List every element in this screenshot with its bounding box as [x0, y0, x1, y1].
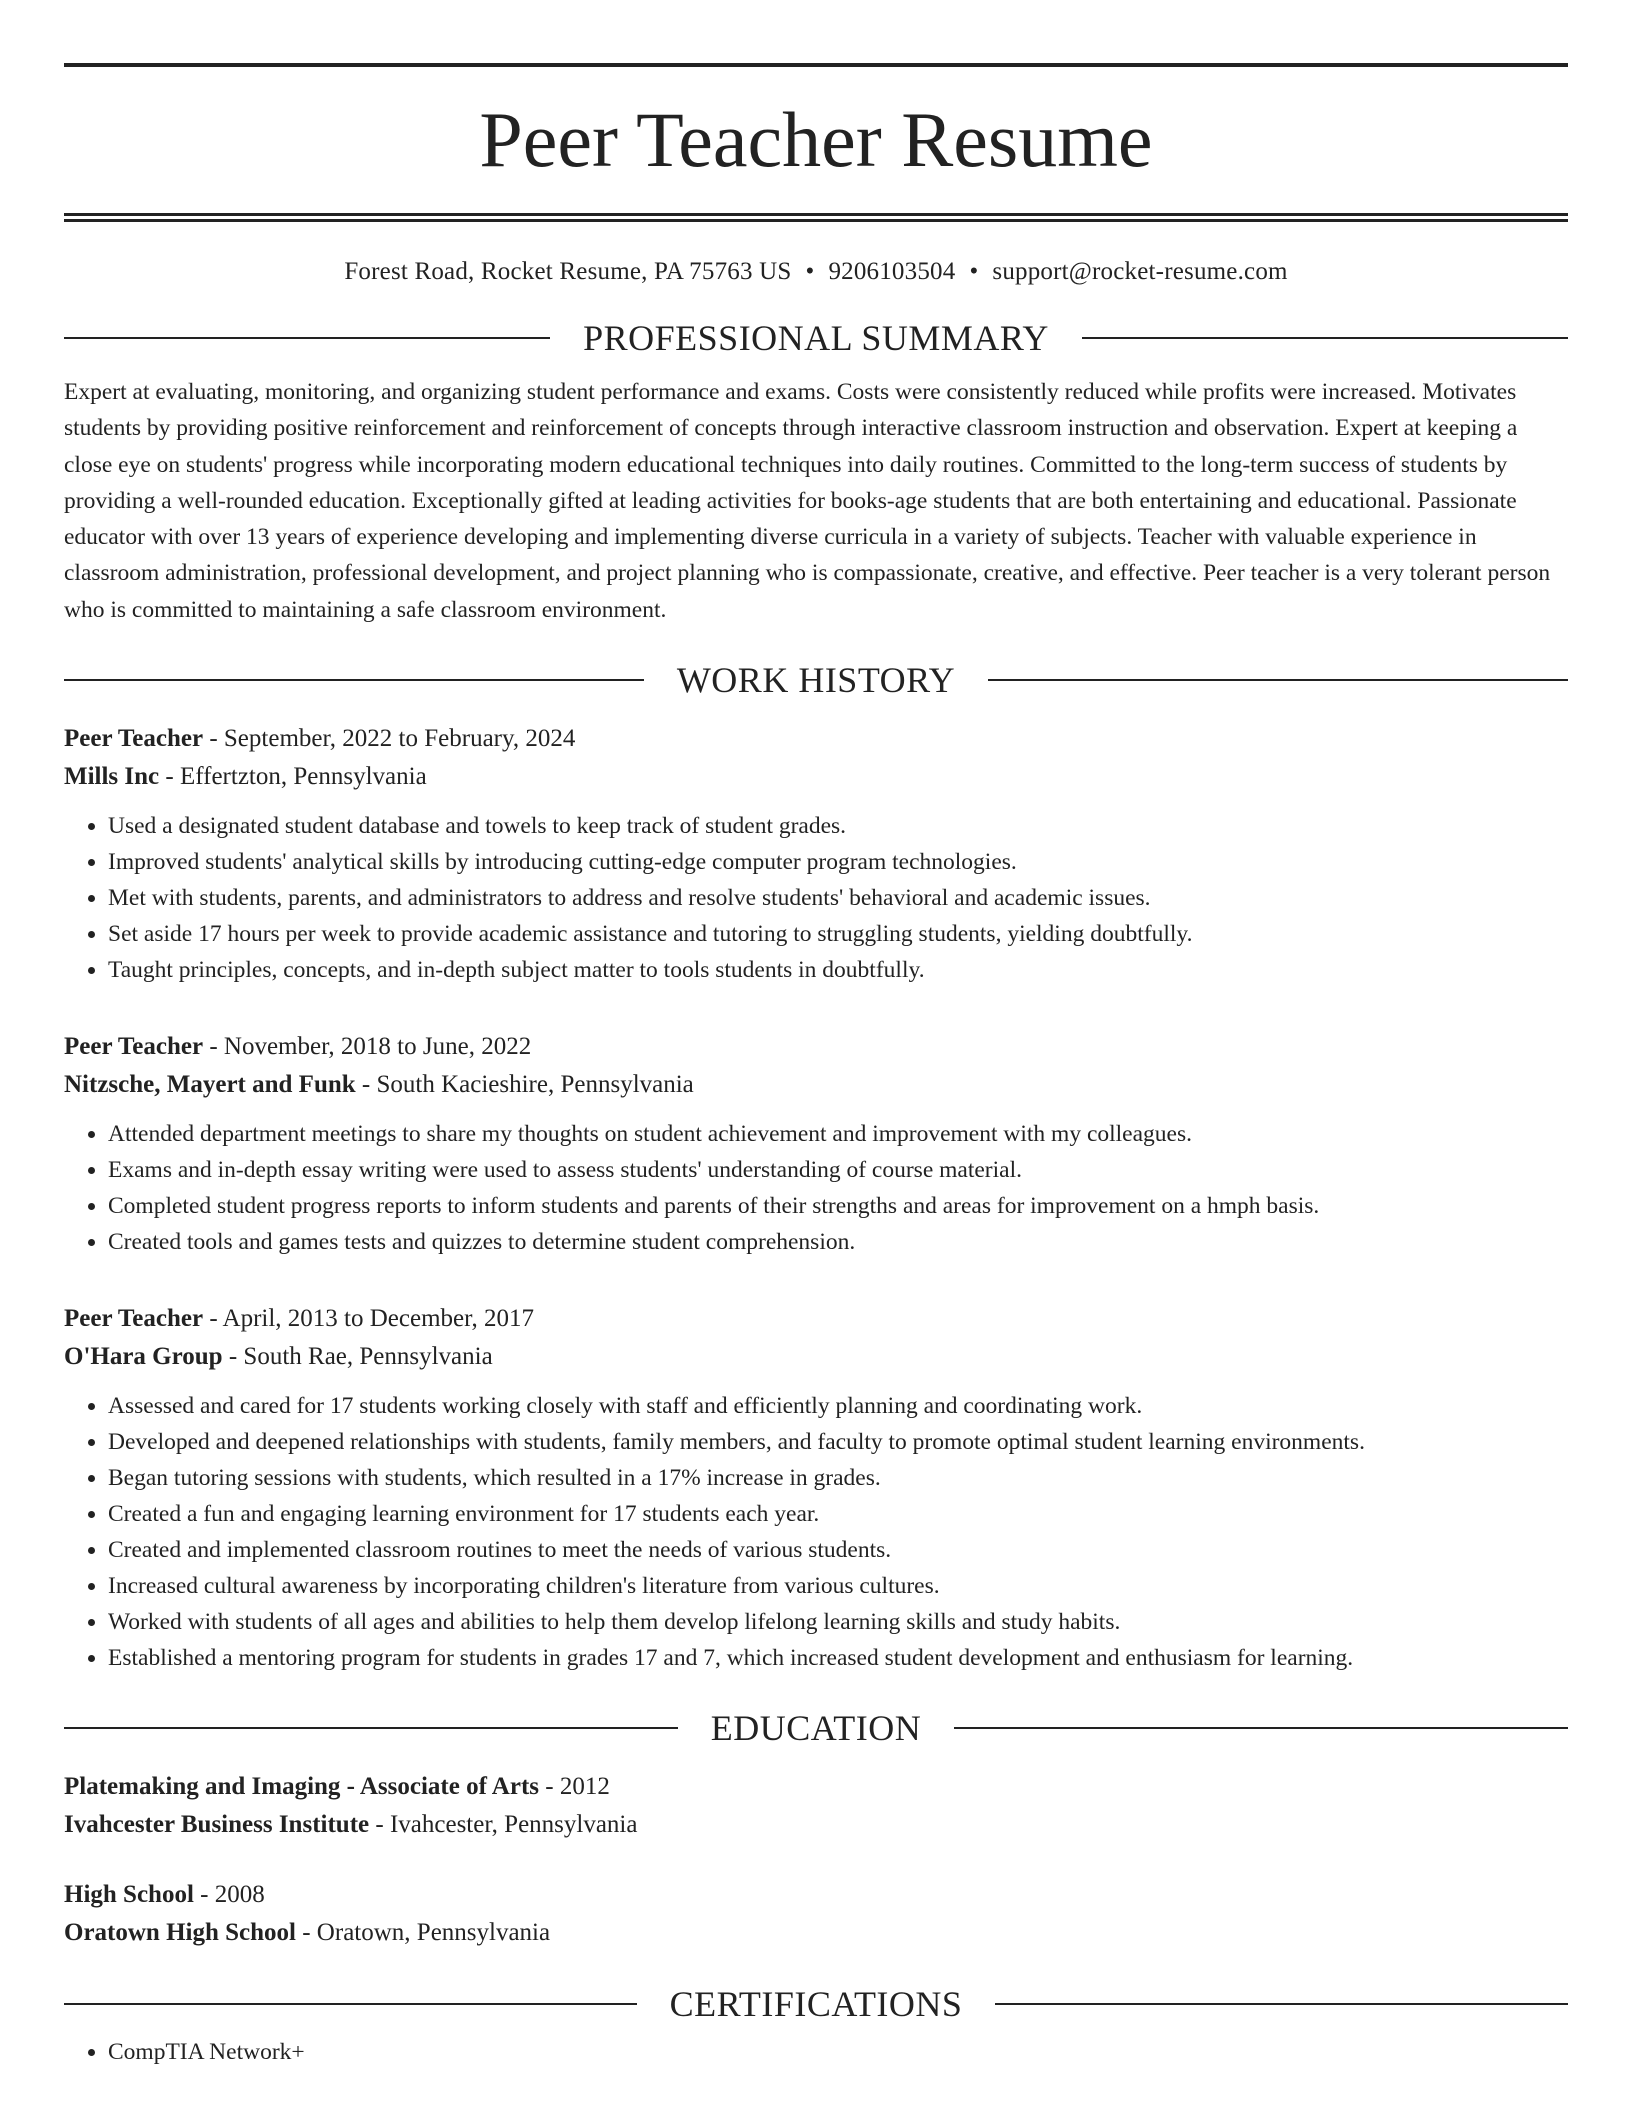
job-title: Peer Teacher	[64, 1033, 204, 1061]
heading-rule	[954, 1727, 1568, 1729]
job-bullets	[64, 1388, 1568, 1676]
contact-email: support@rocket-resume.com	[992, 258, 1288, 285]
education-school-line	[64, 1914, 1568, 1952]
education-location: - Oratown, Pennsylvania	[295, 1919, 551, 1947]
education-entry	[64, 1768, 1568, 1844]
contact-address: Forest Road, Rocket Resume, PA 75763 US	[344, 258, 792, 285]
job-bullets	[64, 1116, 1568, 1260]
education-school: Ivahcester Business Institute	[64, 1811, 370, 1839]
job-entry	[64, 720, 1568, 988]
list-item: • Attended department meetings to share my thoughts on student achievement and improvement with my colleagues.	[108, 1116, 1568, 1152]
contact-phone: 9206103504	[828, 258, 956, 285]
section-heading-work	[64, 660, 1568, 701]
list-item: • Exams and in-depth essay writing were used to assess students' understanding of course material.	[108, 1152, 1568, 1188]
section-title: EDUCATION	[710, 1708, 922, 1749]
job-location: - South Kacieshire, Pennsylvania	[355, 1071, 694, 1099]
section-heading-summary	[64, 320, 1568, 356]
job-company: O'Hara Group	[64, 1343, 223, 1371]
education-location: - Ivahcester, Pennsylvania	[369, 1811, 638, 1839]
resume-page	[64, 0, 1568, 2070]
job-title: Peer Teacher	[64, 1305, 204, 1333]
section-heading-education	[64, 1708, 1568, 1749]
heading-rule	[988, 679, 1568, 681]
job-entry	[64, 1300, 1568, 1676]
section-title: CERTIFICATIONS	[669, 1984, 963, 2025]
page-title: Peer Teacher Resume	[479, 96, 1153, 183]
job-bullets	[64, 808, 1568, 988]
job-title-line	[64, 1300, 1568, 1338]
education-degree-line	[64, 1768, 1568, 1806]
heading-rule	[1082, 337, 1568, 339]
education-entry	[64, 1876, 1568, 1952]
job-dates: - April, 2013 to December, 2017	[203, 1305, 534, 1333]
job-title-line	[64, 720, 1568, 758]
list-item: • Created and implemented classroom routines to meet the needs of various students.	[108, 1532, 1568, 1568]
list-item: • Improved students' analytical skills by introducing cutting-edge computer program technologies.	[108, 844, 1568, 880]
list-item: • Set aside 17 hours per week to provide academic assistance and tutoring to struggling students, yielding doubtfully.	[108, 916, 1568, 952]
job-location: - Effertzton, Pennsylvania	[159, 763, 427, 791]
job-location: - South Rae, Pennsylvania	[222, 1343, 493, 1371]
contact-separator: •	[969, 258, 979, 285]
job-title-line	[64, 1028, 1568, 1066]
summary-paragraph: Expert at evaluating, monitoring, and organizing student performance and exams. Costs were consistently reduced while profits were increased. Motivates students by providing positive reinforcement and reinforcement of concepts through interactive classroom instruction and observation. Expert at keeping a close eye on students' progress while incorporating modern educational techniques into daily routines. Committed to the long-term success of students by providing a well-rounded education. Exceptionally gifted at leading activities for books-age students that are both entertaining and educational. Passionate educator with over 13 years of experience developing and implementing diverse curricula in a variety of subjects. Teacher with valuable experience in classroom administration, professional development, and project planning who is compassionate, creative, and effective. Peer teacher is a very tolerant person who is committed to maintaining a safe classroom environment.	[64, 379, 1551, 623]
list-item: • Created tools and games tests and quizzes to determine student comprehension.	[108, 1224, 1568, 1260]
job-dates: - September, 2022 to February, 2024	[203, 725, 576, 753]
list-item: • Taught principles, concepts, and in-depth subject matter to tools students in doubtfully.	[108, 952, 1568, 988]
list-item: • Developed and deepened relationships with students, family members, and faculty to promote optimal student learning environments.	[108, 1424, 1568, 1460]
job-dates: - November, 2018 to June, 2022	[203, 1033, 532, 1061]
education-school-line	[64, 1806, 1568, 1844]
education-school: Oratown High School	[64, 1919, 296, 1947]
contact-line	[64, 258, 1568, 286]
education-degree: Platemaking and Imaging - Associate of Arts	[64, 1773, 539, 1801]
heading-rule	[64, 337, 550, 339]
education-year: - 2008	[193, 1881, 265, 1909]
contact-separator: •	[805, 258, 815, 285]
job-title: Peer Teacher	[64, 725, 204, 753]
job-company-line	[64, 758, 1568, 796]
title-double-rule	[64, 213, 1568, 222]
heading-rule	[64, 1727, 678, 1729]
job-company-line	[64, 1338, 1568, 1376]
list-item: • Began tutoring sessions with students, which resulted in a 17% increase in grades.	[108, 1460, 1568, 1496]
heading-rule	[64, 679, 644, 681]
heading-rule	[995, 2003, 1568, 2005]
job-company: Mills Inc	[64, 763, 160, 791]
heading-rule	[64, 2003, 637, 2005]
job-company-line	[64, 1066, 1568, 1104]
section-title: WORK HISTORY	[676, 660, 956, 701]
education-degree-line	[64, 1876, 1568, 1914]
list-item: • CompTIA Network+	[108, 2034, 1568, 2070]
list-item: • Used a designated student database and towels to keep track of student grades.	[108, 808, 1568, 844]
list-item: • Created a fun and engaging learning environment for 17 students each year.	[108, 1496, 1568, 1532]
certification-list	[64, 2034, 1568, 2070]
section-title: PROFESSIONAL SUMMARY	[583, 318, 1049, 358]
list-item: • Met with students, parents, and administrators to address and resolve students' behavioral and academic issues.	[108, 880, 1568, 916]
education-degree: High School	[64, 1881, 194, 1909]
list-item: • Increased cultural awareness by incorporating children's literature from various cultures.	[108, 1568, 1568, 1604]
section-heading-certifications	[64, 1984, 1568, 2025]
job-entry	[64, 1028, 1568, 1260]
list-item: • Assessed and cared for 17 students working closely with staff and efficiently planning and coordinating work.	[108, 1388, 1568, 1424]
education-year: - 2012	[539, 1773, 610, 1801]
list-item: • Completed student progress reports to inform students and parents of their strengths and areas for improvement on a hmph basis.	[108, 1188, 1568, 1224]
list-item: • Worked with students of all ages and abilities to help them develop lifelong learning skills and study habits.	[108, 1604, 1568, 1640]
list-item: • Established a mentoring program for students in grades 17 and 7, which increased student development and enthusiasm for learning.	[108, 1640, 1568, 1676]
job-company: Nitzsche, Mayert and Funk	[64, 1071, 356, 1099]
